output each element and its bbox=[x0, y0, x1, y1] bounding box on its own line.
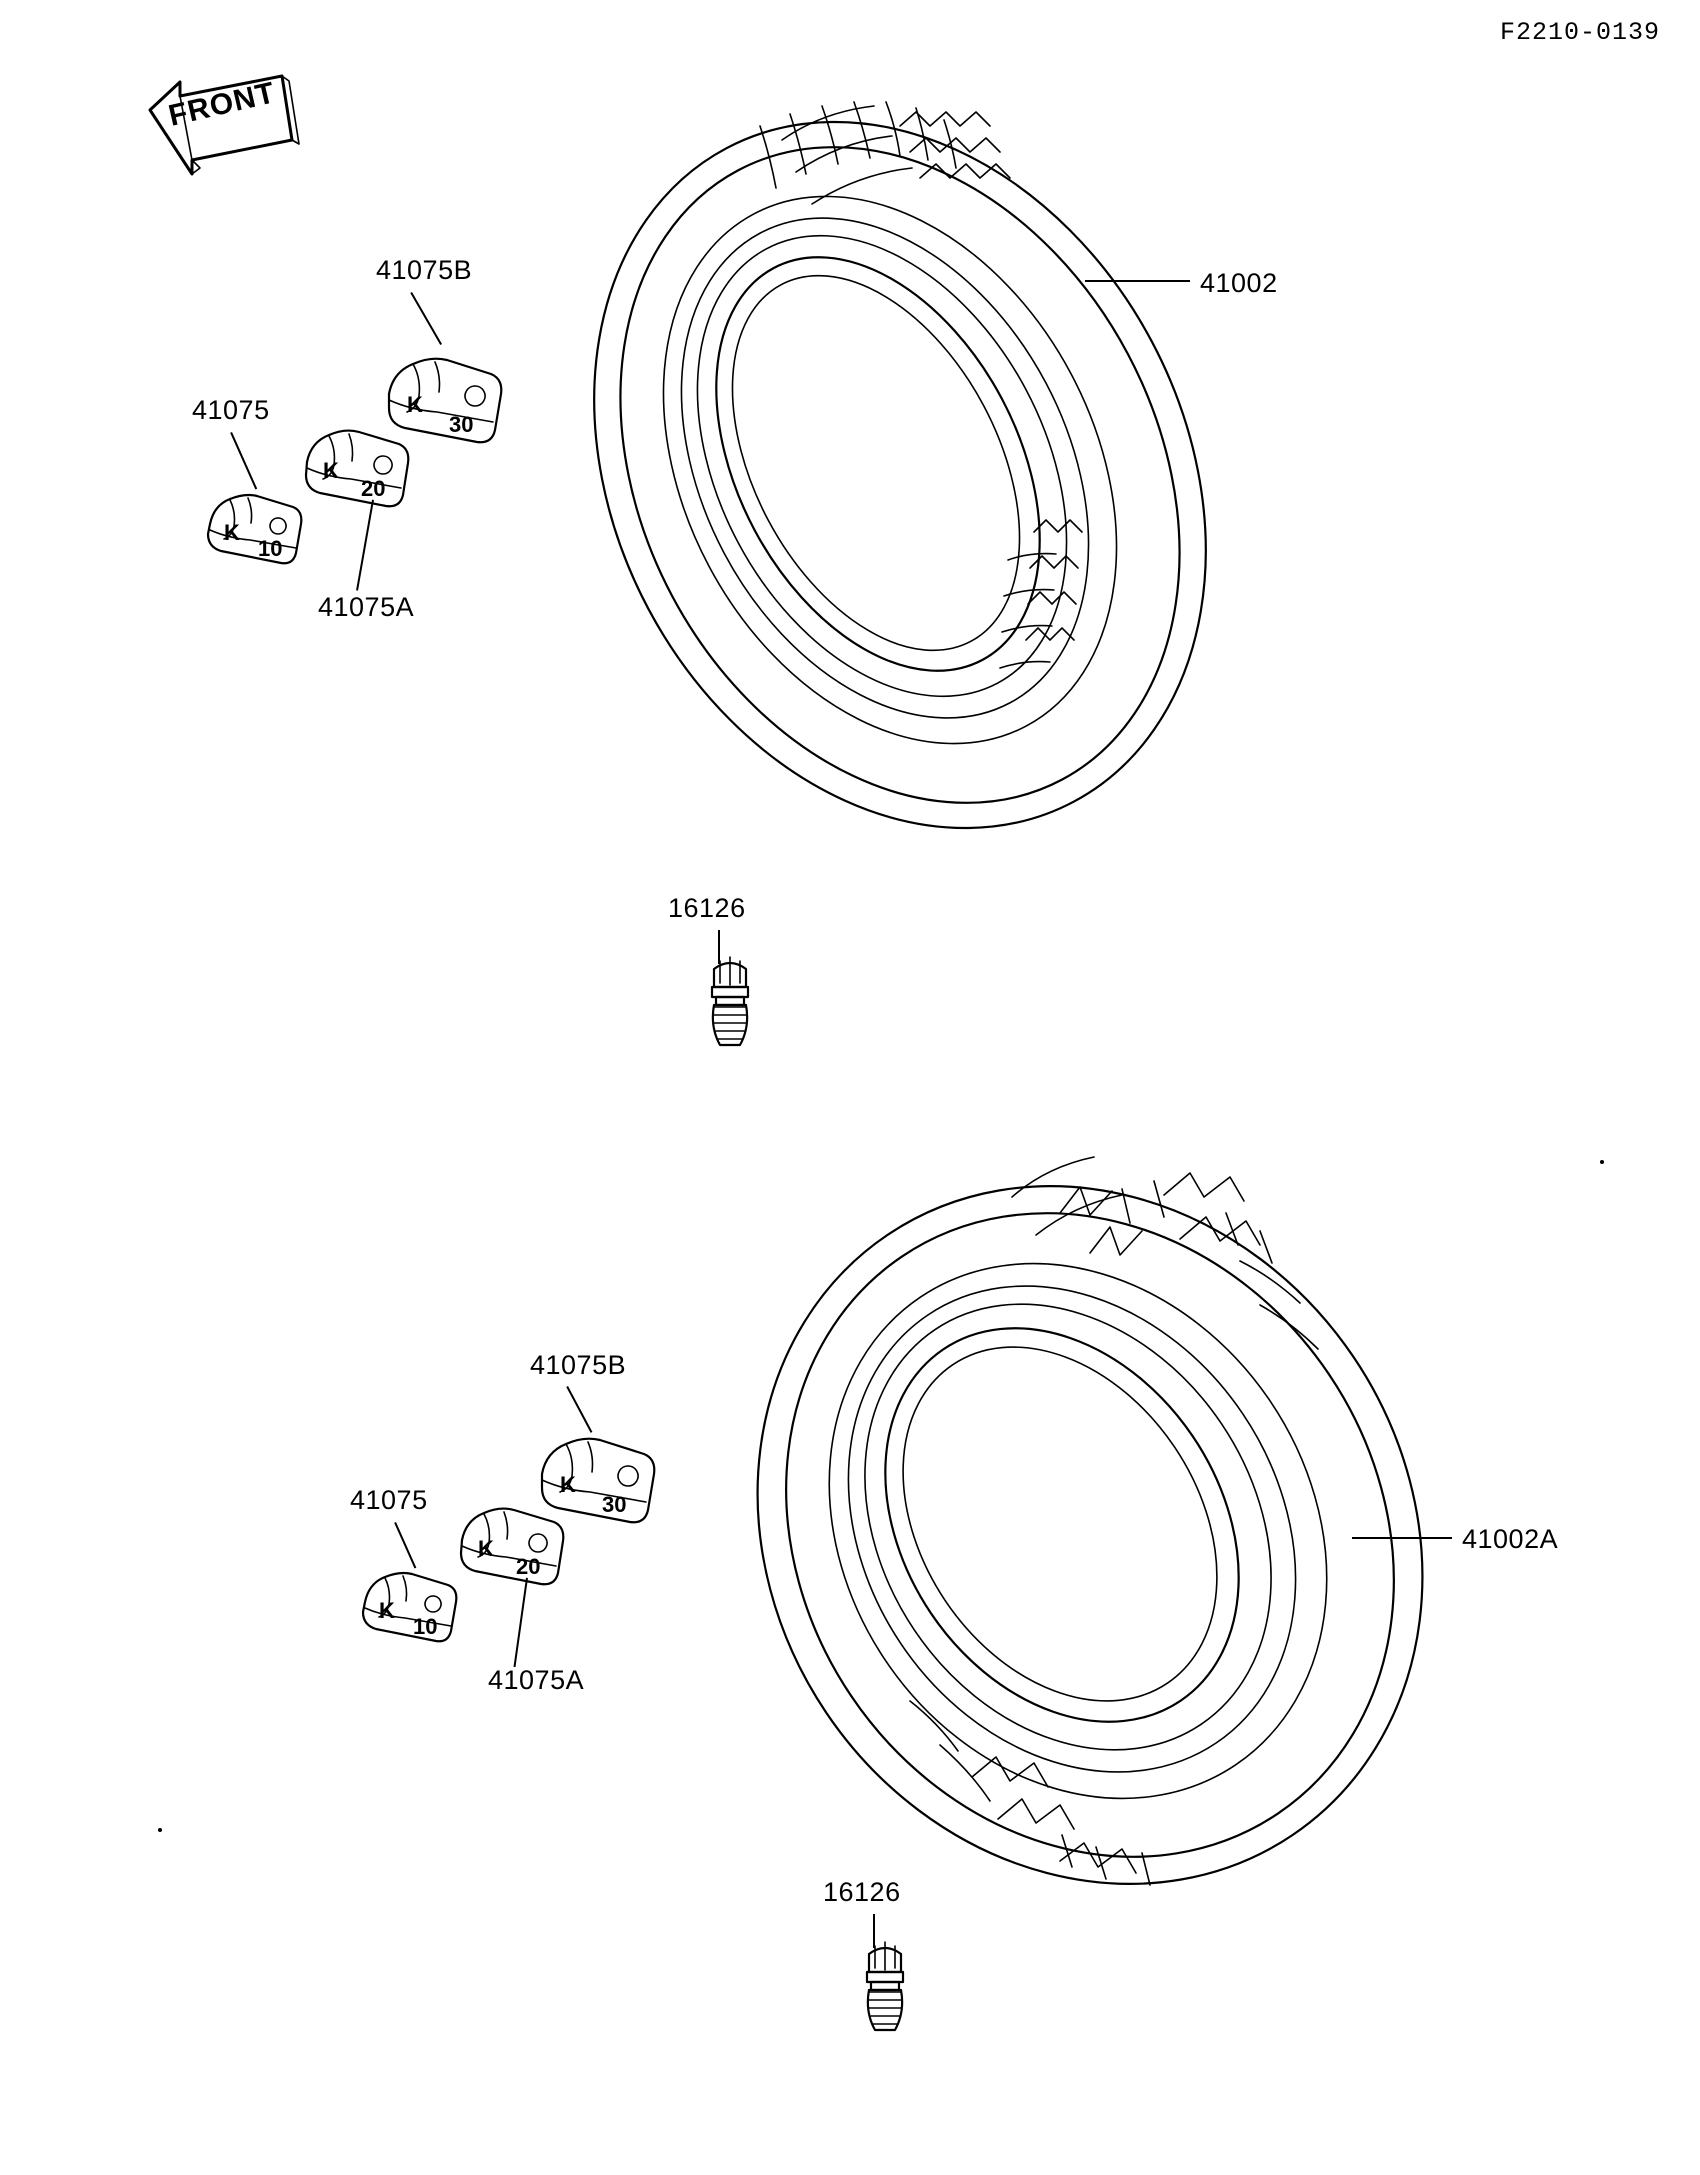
front-weight-medium-brand: K bbox=[323, 458, 339, 483]
registration-mark-left bbox=[158, 1828, 162, 1832]
front-valve-leader bbox=[718, 930, 720, 964]
rear-valve-leader bbox=[873, 1914, 875, 1948]
rear-weight-large-value: 30 bbox=[602, 1492, 627, 1517]
rear-weight-medium-brand: K bbox=[478, 1536, 494, 1561]
rear-weight-medium-label: 41075A bbox=[488, 1665, 585, 1695]
front-weight-large-value: 30 bbox=[449, 412, 474, 437]
rear-weight-large-label: 41075B bbox=[530, 1350, 627, 1380]
front-weight-small-value: 10 bbox=[258, 536, 283, 561]
front-weight-small-illustration bbox=[200, 478, 315, 590]
rear-tire-label: 41002A bbox=[1462, 1524, 1559, 1554]
front-direction-badge bbox=[140, 58, 279, 163]
rear-weight-large-brand: K bbox=[560, 1472, 576, 1497]
front-valve-illustration bbox=[690, 955, 770, 1085]
registration-mark-right bbox=[1600, 1160, 1604, 1164]
front-weight-small-brand: K bbox=[224, 520, 240, 545]
front-badge-label: FRONT bbox=[165, 76, 279, 133]
front-weight-large-leader bbox=[410, 292, 442, 345]
rear-weight-medium-value: 20 bbox=[516, 1554, 541, 1579]
front-weight-small-label: 41075 bbox=[192, 395, 270, 425]
rear-valve-label: 16126 bbox=[823, 1877, 901, 1907]
rear-weight-small-brand: K bbox=[379, 1598, 395, 1623]
rear-tire-illustration bbox=[760, 1135, 1420, 1935]
front-weight-medium-value: 20 bbox=[361, 476, 386, 501]
front-weight-large-brand: K bbox=[407, 392, 423, 417]
front-weight-large-label: 41075B bbox=[376, 255, 473, 285]
front-weight-medium-label: 41075A bbox=[318, 592, 415, 622]
front-tire-illustration bbox=[600, 80, 1200, 870]
front-tire-leader bbox=[1085, 280, 1190, 282]
rear-valve-illustration bbox=[845, 1940, 925, 2070]
rear-weight-small-label: 41075 bbox=[350, 1485, 428, 1515]
rear-weight-small-value: 10 bbox=[413, 1614, 438, 1639]
rear-weight-small-illustration bbox=[355, 1556, 470, 1668]
document-code: F2210-0139 bbox=[1499, 18, 1660, 47]
front-valve-label: 16126 bbox=[668, 893, 746, 923]
front-tire-label: 41002 bbox=[1200, 268, 1278, 298]
rear-tire-leader bbox=[1352, 1537, 1452, 1539]
